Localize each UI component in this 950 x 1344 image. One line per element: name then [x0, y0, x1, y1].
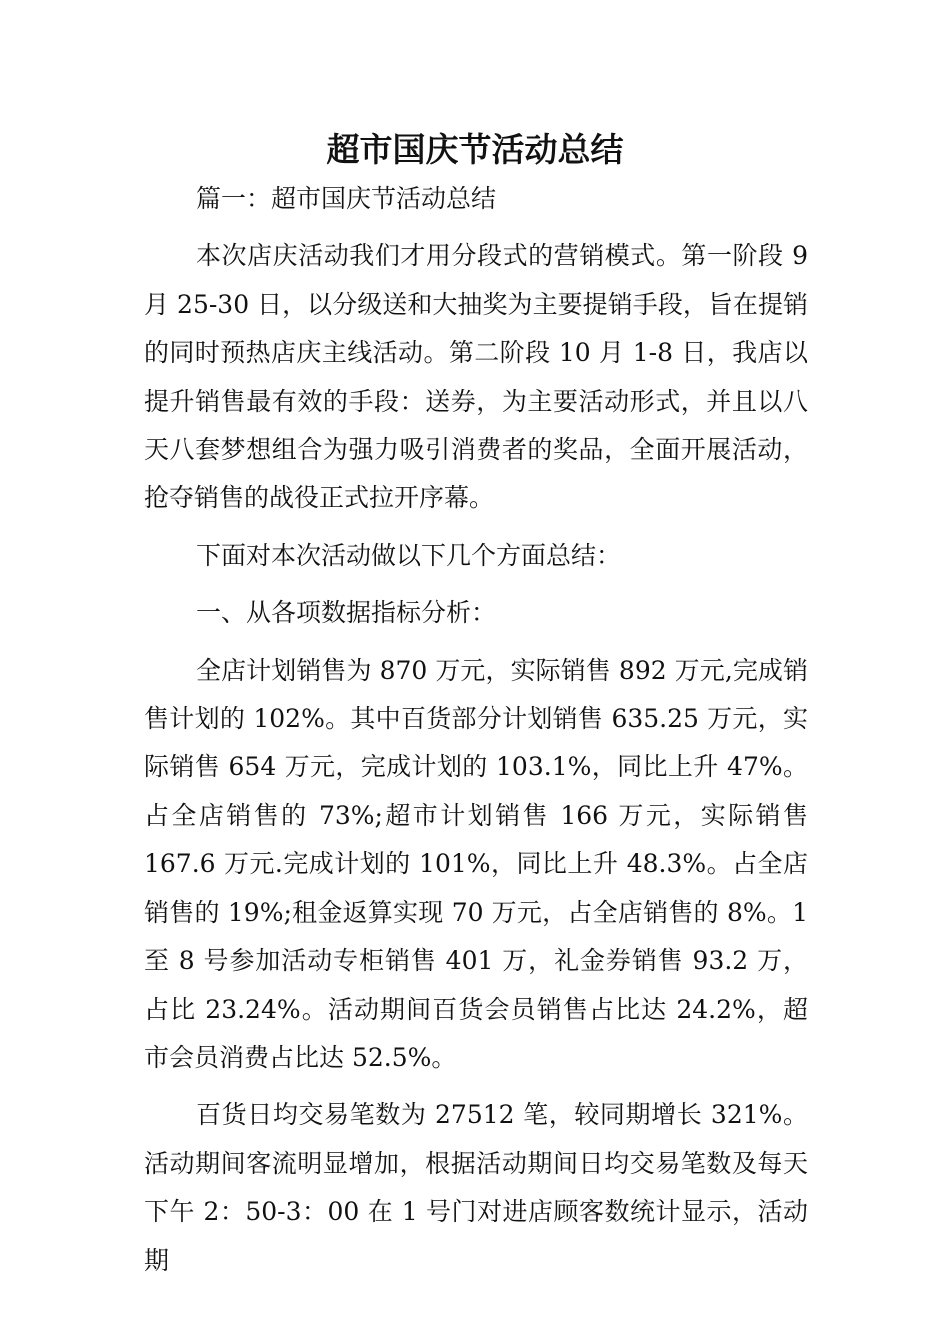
document-title: 超市国庆节活动总结: [326, 130, 624, 169]
document-body: [144, 175, 808, 1294]
subsection-heading: 一、从各项数据指标分析：: [196, 598, 497, 628]
paragraph: 全店计划销售为 870 万元，实际销售 892 万元,完成销售计划的 102%。其中百货部分计划销售 635.25 万元，实际销售 654 万元，完成计划的 103.1%，同比上升 47%。占全店销售的 73%;超市计划销售 166 万元，实际销售 167.6 万元.完成计划的 101%，同比上升 48.3%。占全店销售的 19%;租金返算实现 70 万元，占全店销售的 8%。1 至 8 号参加活动专柜销售 401 万，礼金券销售 93.2 万，占比 23.24%。活动期间百货会员销售占比达 24.2%，超市会员消费占比达 52.5%。: [144, 655, 808, 1072]
paragraph: 下面对本次活动做以下几个方面总结：: [196, 540, 622, 570]
section-heading: 篇一：超市国庆节活动总结: [196, 184, 497, 213]
paragraph: 本次店庆活动我们才用分段式的营销模式。第一阶段 9 月 25-30 日，以分级送和大抽奖为主要提销手段，旨在提销的同时预热店庆主线活动。第二阶段 10 月 1-8 日，我店以提升销售最有效的手段：送券，为主要活动形式，并且以八天八套梦想组合为强力吸引消费者的奖品，全面开展活动，抢夺销售的战役正式拉开序幕。: [144, 241, 808, 513]
paragraph: 百货日均交易笔数为 27512 笔，较同期增长 321%。活动期间客流明显增加，根据活动期间日均交易笔数及每天下午 2：50-3：00 在 1 号门对进店顾客数统计显示，活动期: [144, 1100, 808, 1275]
